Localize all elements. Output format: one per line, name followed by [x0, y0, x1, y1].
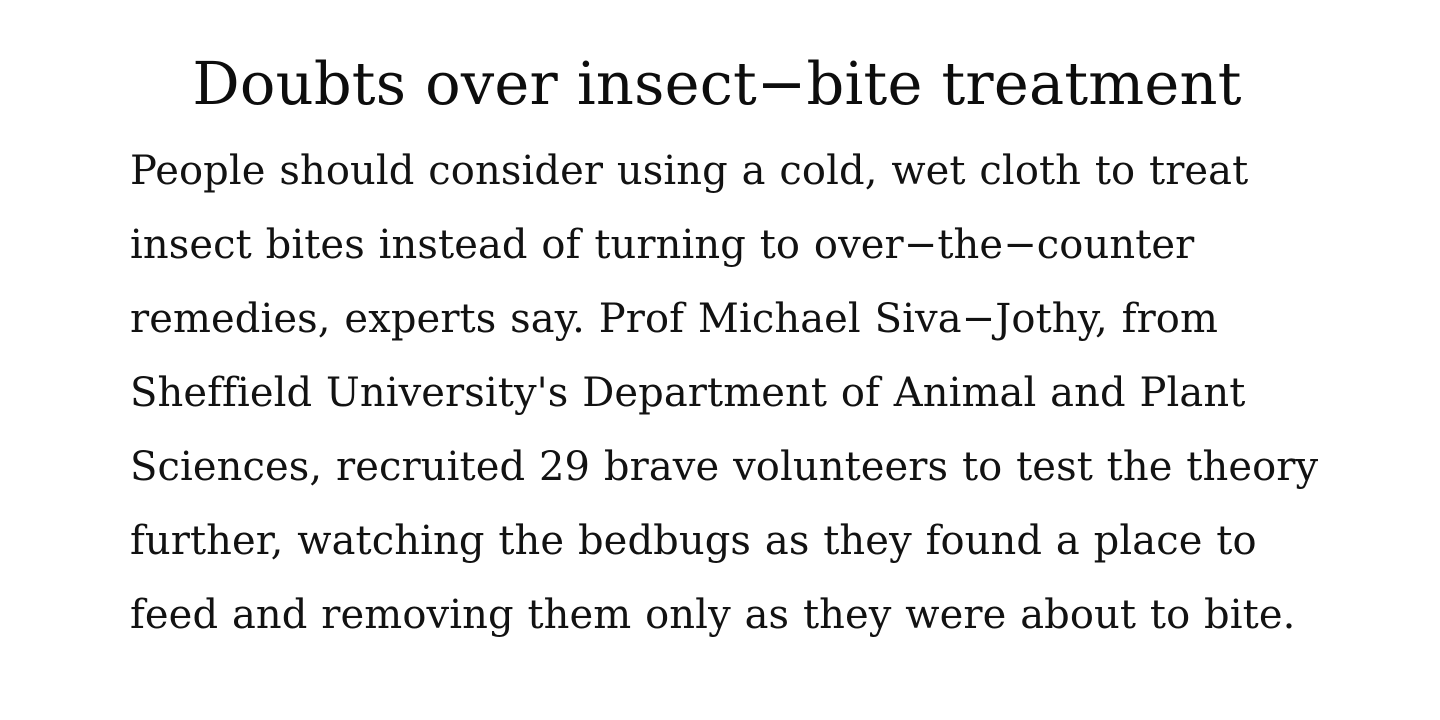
article-body-text: People should consider using a cold, wet cloth to treat insect bites instead of turning to over−the−counter remedies, experts say. Prof Michael Siva−Jothy, from Sheffield University's Department of Animal and Plant Sciences, recruited 29 brave volunteers to test the theory further, watching the bedbugs as they found a place to feed and removing them only as they were about to bite. — [130, 147, 1319, 638]
page-title: Doubts over insect−bite treatment — [192, 49, 1242, 118]
